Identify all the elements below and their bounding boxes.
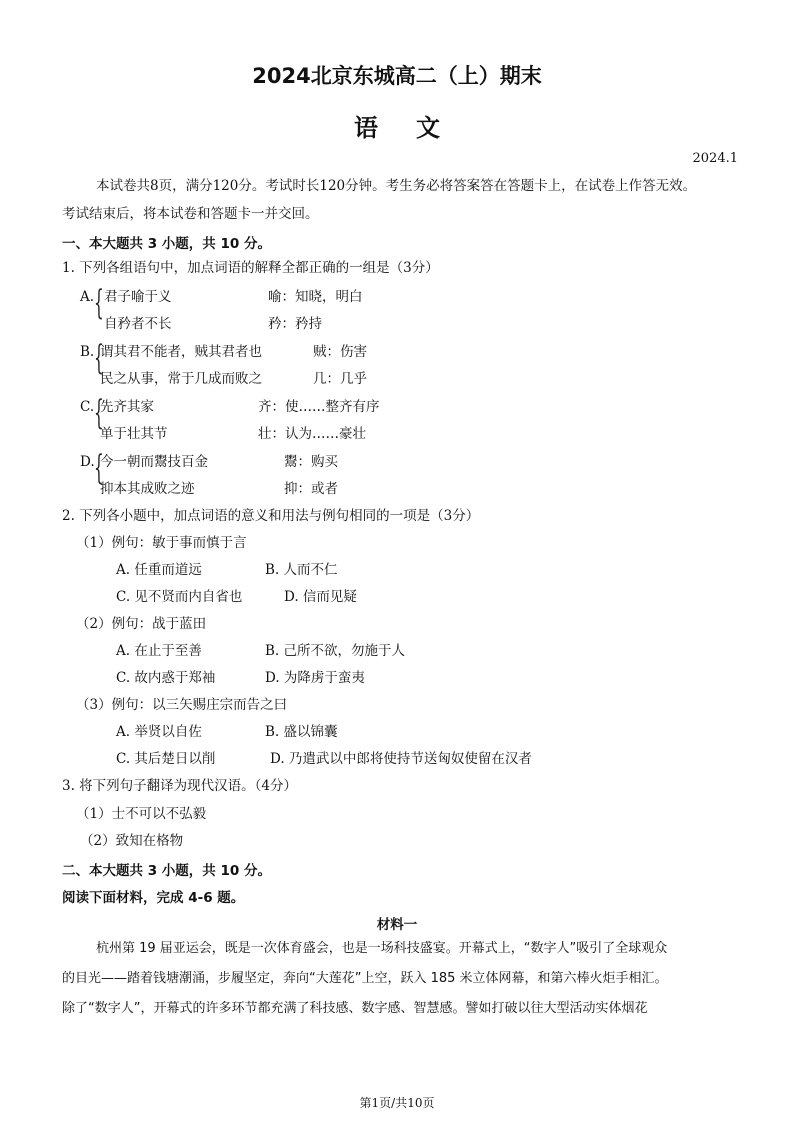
q1-option-b-explain-2: 几：几乎 bbox=[313, 371, 367, 387]
q1-option-d-sentence-2: 抑本其成败之迹 bbox=[100, 481, 195, 497]
q2-sub-2-option-d: D. 为降虏于蛮夷 bbox=[265, 670, 365, 686]
brace-icon: { bbox=[94, 283, 104, 323]
brace-icon: { bbox=[94, 448, 104, 488]
q1-option-c-label: C. bbox=[80, 399, 95, 415]
q2-sub-2-option-c: C. 故内惑于郑袖 bbox=[116, 670, 216, 686]
material-1-line-1: 杭州第 19 届亚运会，既是一次体育盛会，也是一场科技盛宴。开幕式上，“数字人”吸引了全球观众 bbox=[96, 941, 668, 956]
q2-sub-1-option-c: C. 见不贤而内自省也 bbox=[116, 589, 243, 605]
q2-sub-1-option-b: B. 人而不仁 bbox=[265, 562, 338, 578]
q2-sub-2-option-b: B. 己所不欲，勿施于人 bbox=[265, 643, 406, 659]
q1-option-a-sentence-2: 自矜者不长 bbox=[104, 316, 172, 332]
q1-option-a-explain-2: 矜：矜持 bbox=[268, 316, 322, 332]
question-3-stem: 3. 将下列句子翻译为现代汉语。（4分） bbox=[62, 778, 298, 794]
q1-option-d-explain-2: 抑：或者 bbox=[284, 481, 338, 497]
section-2-heading: 二、本大题共 3 小题，共 10 分。 bbox=[62, 863, 271, 879]
material-1-line-3: 除了“数字人”，开幕式的许多环节都充满了科技感、数字感、智慧感。譬如打破以往大型活动实体烟花 bbox=[62, 1001, 648, 1016]
q1-option-b-label: B. bbox=[80, 344, 95, 360]
q1-option-c-explain-1: 齐：使……整齐有序 bbox=[258, 399, 380, 415]
q1-option-d-label: D. bbox=[80, 454, 95, 470]
q2-sub-1-option-a: A. 任重而道远 bbox=[116, 562, 202, 578]
subject-title: 语文 bbox=[354, 114, 478, 142]
q1-option-a-explain-1: 喻：知晓，明白 bbox=[268, 289, 363, 305]
q1-option-c-sentence-2: 单于壮其节 bbox=[100, 426, 168, 442]
q2-sub-1-example: （1）例句：敏于事而慎于言 bbox=[76, 535, 247, 551]
q2-sub-3-option-d: D. 乃遣武以中郎将使持节送匈奴使留在汉者 bbox=[270, 751, 532, 767]
q2-sub-3-option-b: B. 盛以锦囊 bbox=[265, 724, 338, 740]
q2-sub-2-option-a: A. 在止于至善 bbox=[116, 643, 202, 659]
section-2-instruction: 阅读下面材料，完成 4-6 题。 bbox=[62, 890, 245, 906]
q1-option-c-explain-2: 壮：认为……豪壮 bbox=[258, 426, 366, 442]
q1-option-d-sentence-1: 今一朝而鬻技百金 bbox=[100, 454, 208, 470]
q3-item-2: （2）致知在格物 bbox=[80, 833, 184, 849]
brace-icon: { bbox=[94, 393, 104, 433]
exam-date: 2024.1 bbox=[692, 151, 738, 166]
q2-sub-3-option-c: C. 其后楚日以削 bbox=[116, 751, 216, 767]
material-1-title: 材料一 bbox=[376, 917, 418, 933]
q2-sub-3-example: （3）例句：以三矢赐庄宗而告之曰 bbox=[76, 697, 288, 713]
question-1-stem: 1. 下列各组语句中，加点词语的解释全都正确的一组是（3分） bbox=[62, 260, 439, 276]
question-2-stem: 2. 下列各小题中，加点词语的意义和用法与例句相同的一项是（3分） bbox=[62, 508, 480, 524]
q1-option-c-sentence-1: 先齐其家 bbox=[100, 399, 154, 415]
q1-option-d-explain-1: 鬻：购买 bbox=[284, 454, 338, 470]
q3-item-1: （1）士不可以不弘毅 bbox=[76, 806, 207, 822]
q1-option-b-explain-1: 贼：伤害 bbox=[313, 344, 367, 360]
exam-title: 2024北京东城高二（上）期末 bbox=[252, 64, 542, 88]
q1-option-b-sentence-2: 民之从事，常于几成而败之 bbox=[100, 371, 262, 387]
page-number: 第1页/共10页 bbox=[359, 1096, 435, 1110]
q2-sub-2-example: （2）例句：战于蓝田 bbox=[76, 616, 207, 632]
intro-line-2: 考试结束后，将本试卷和答题卡一并交回。 bbox=[62, 206, 319, 222]
q1-option-a-sentence-1: 君子喻于义 bbox=[104, 289, 172, 305]
q2-sub-1-option-d: D. 信而见疑 bbox=[284, 589, 357, 605]
intro-line-1: 本试卷共8页，满分120分。考试时长120分钟。考生务必将答案答在答题卡上，在试卷上作答无效。 bbox=[96, 178, 697, 194]
q2-sub-3-option-a: A. 举贤以自佐 bbox=[116, 724, 202, 740]
material-1-line-2: 的目光——踏着钱塘潮涌，步履坚定，奔向“大莲花”上空，跃入 185 米立体网幕，和第六棒火炬手相汇。 bbox=[62, 971, 668, 986]
q1-option-a-label: A. bbox=[80, 289, 95, 305]
section-1-heading: 一、本大题共 3 小题，共 10 分。 bbox=[62, 236, 271, 252]
q1-option-b-sentence-1: 谓其君不能者，贼其君者也 bbox=[100, 344, 262, 360]
brace-icon: { bbox=[94, 338, 104, 378]
